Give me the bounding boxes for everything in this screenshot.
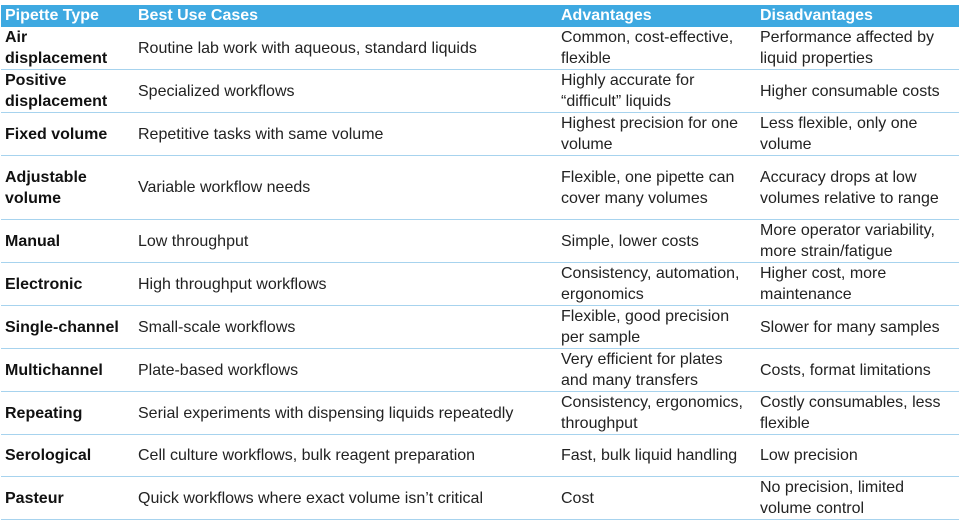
- cell-disadvantages: Costs, format limitations: [760, 361, 931, 379]
- cell-pipette-type: Fixed volume: [5, 125, 108, 143]
- cell-disadvantages: Costly consumables, less flexible: [760, 394, 941, 432]
- table-row: [1, 220, 959, 263]
- table-row: [1, 70, 959, 113]
- table-header: [1, 5, 959, 27]
- table-row: [1, 27, 959, 70]
- table-row: [1, 113, 959, 156]
- table-body: [1, 27, 959, 520]
- cell-best-use: Plate-based workflows: [138, 361, 299, 379]
- table-row: [1, 435, 959, 477]
- cell-pipette-type: Positive displacement: [5, 72, 108, 110]
- header-disadvantages: Disadvantages: [760, 7, 873, 24]
- cell-best-use: Low throughput: [138, 232, 249, 250]
- table-row: [1, 263, 959, 306]
- header-row: [1, 5, 959, 27]
- cell-best-use: Quick workflows where exact volume isn’t critical: [138, 489, 483, 507]
- cell-advantages: Fast, bulk liquid handling: [561, 447, 738, 464]
- cell-advantages: Consistency, ergonomics, throughput: [561, 394, 743, 432]
- cell-advantages: Consistency, automation, ergonomics: [561, 265, 740, 303]
- cell-disadvantages: Less flexible, only one volume: [760, 115, 918, 153]
- cell-pipette-type: Manual: [5, 232, 61, 250]
- cell-best-use: Repetitive tasks with same volume: [138, 125, 384, 143]
- table-row: [1, 477, 959, 520]
- cell-pipette-type: Single-channel: [5, 318, 119, 336]
- cell-pipette-type: Adjustable volume: [5, 168, 87, 207]
- cell-advantages: Highest precision for one volume: [561, 115, 738, 153]
- cell-advantages: Flexible, one pipette can cover many volumes: [561, 168, 735, 207]
- header-advantages: Advantages: [561, 7, 652, 24]
- cell-advantages: Very efficient for plates and many transfers: [561, 351, 723, 389]
- cell-pipette-type: Multichannel: [5, 361, 103, 379]
- cell-advantages: Flexible, good precision per sample: [561, 308, 730, 346]
- cell-pipette-type: Pasteur: [5, 489, 64, 507]
- pipette-comparison-table: [1, 5, 959, 520]
- cell-disadvantages: No precision, limited volume control: [760, 479, 905, 517]
- cell-best-use: Small-scale workflows: [138, 318, 296, 336]
- cell-disadvantages: Slower for many samples: [760, 318, 940, 336]
- cell-advantages: Common, cost-effective, flexible: [561, 29, 734, 67]
- cell-best-use: Routine lab work with aqueous, standard liquids: [138, 39, 477, 57]
- table-row: [1, 392, 959, 435]
- cell-best-use: Variable workflow needs: [138, 179, 311, 196]
- cell-pipette-type: Repeating: [5, 404, 83, 422]
- cell-best-use: Specialized workflows: [138, 82, 295, 100]
- cell-pipette-type: Electronic: [5, 275, 83, 293]
- cell-best-use: Serial experiments with dispensing liquids repeatedly: [138, 404, 514, 422]
- cell-advantages: Simple, lower costs: [561, 232, 699, 250]
- cell-disadvantages: Performance affected by liquid properties: [760, 29, 935, 67]
- header-best-use-cases: Best Use Cases: [138, 7, 259, 24]
- table-row: [1, 156, 959, 220]
- cell-best-use: Cell culture workflows, bulk reagent preparation: [138, 447, 476, 464]
- cell-disadvantages: Accuracy drops at low volumes relative to range: [760, 168, 939, 207]
- table-row: [1, 349, 959, 392]
- cell-best-use: High throughput workflows: [138, 275, 327, 293]
- table-row: [1, 306, 959, 349]
- cell-pipette-type: Air displacement: [5, 29, 108, 67]
- cell-disadvantages: More operator variability, more strain/fatigue: [760, 222, 935, 260]
- cell-advantages: Highly accurate for “difficult” liquids: [561, 72, 695, 110]
- cell-disadvantages: Higher consumable costs: [760, 82, 940, 100]
- cell-pipette-type: Serological: [5, 447, 92, 464]
- header-pipette-type: Pipette Type: [5, 7, 99, 24]
- cell-advantages: Cost: [561, 489, 594, 507]
- cell-disadvantages: Higher cost, more maintenance: [760, 265, 887, 303]
- cell-disadvantages: Low precision: [760, 447, 858, 464]
